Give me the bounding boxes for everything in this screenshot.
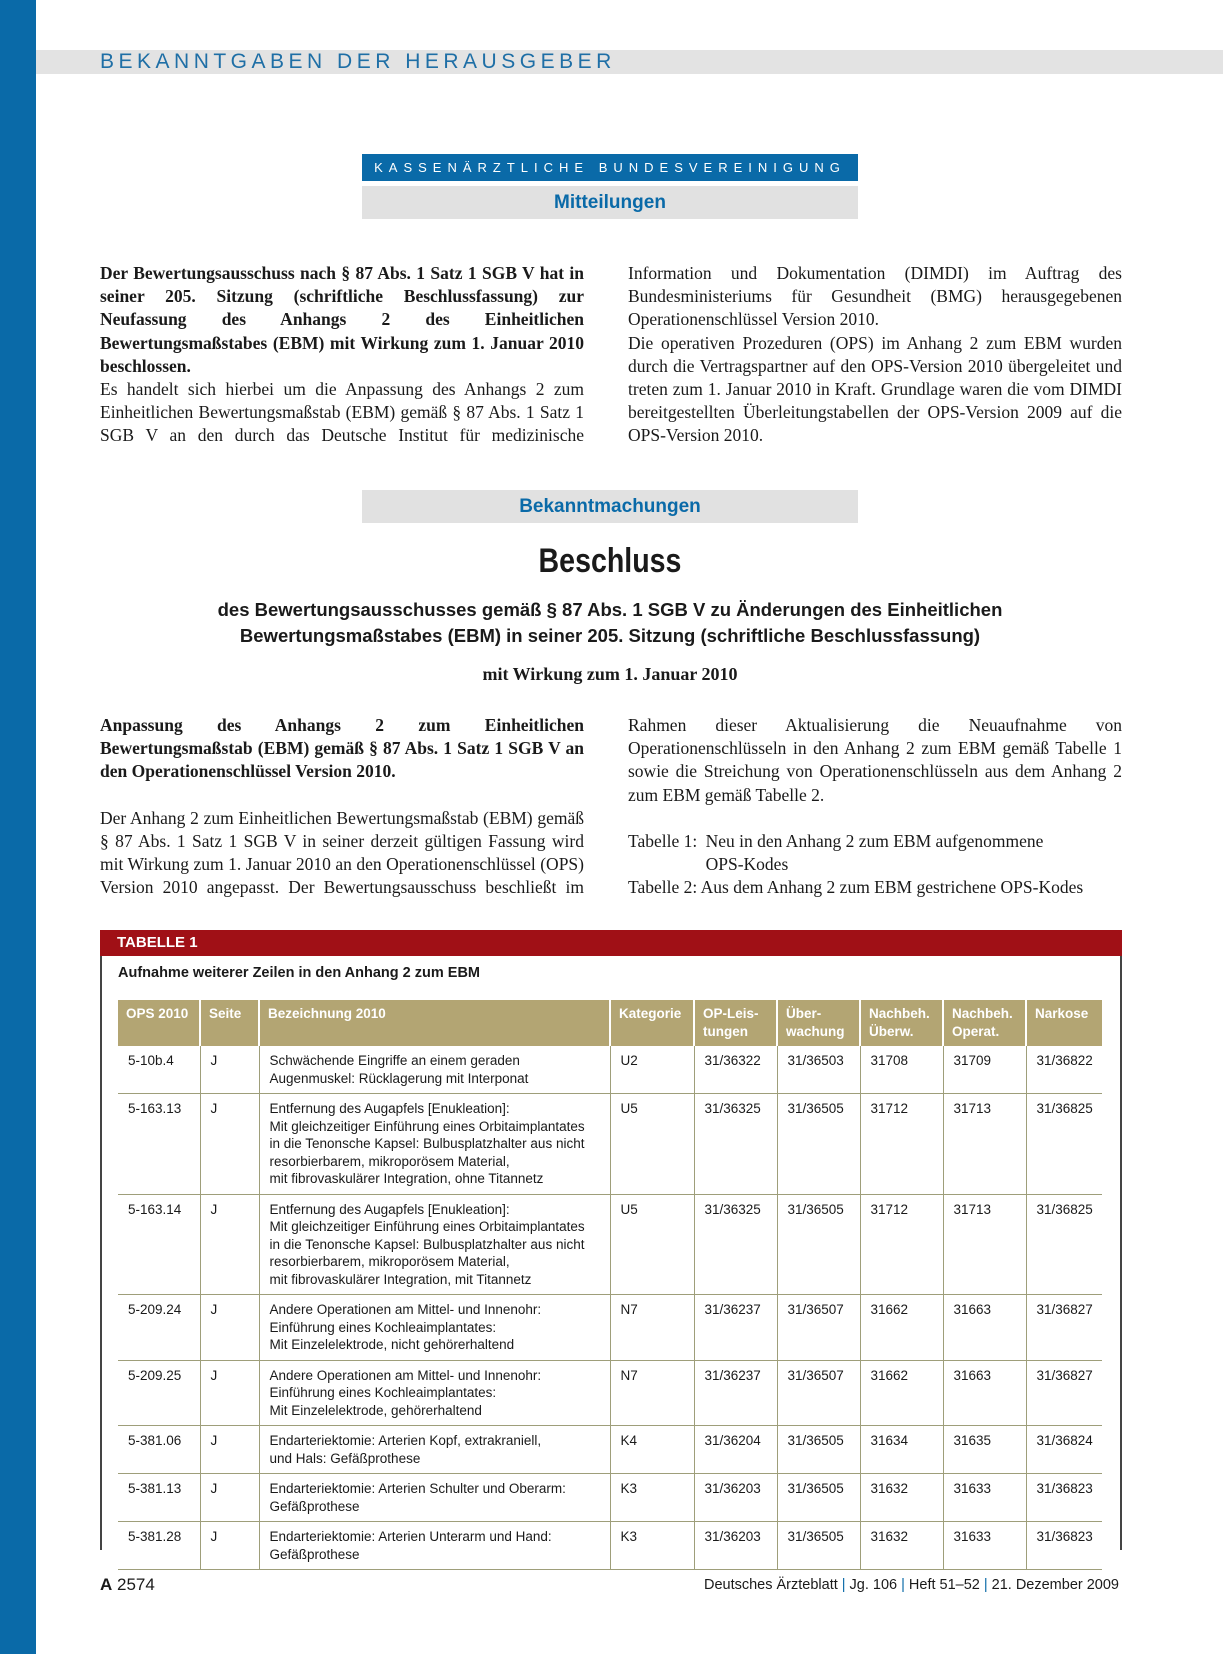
intro-right-column bbox=[628, 262, 1122, 448]
op-leistungen-cell: 31/36204 bbox=[694, 1426, 777, 1474]
table-row bbox=[118, 1094, 1102, 1195]
kategorie-cell: K3 bbox=[610, 1522, 694, 1570]
nachbeh-ueberw-cell: 31632 bbox=[860, 1474, 943, 1522]
op-leistungen-cell: 31/36325 bbox=[694, 1194, 777, 1295]
bezeichnung-cell: Entfernung des Augapfels [Enukleation]: Mit gleichzeitiger Einführung eines Orbitaimplantates in die Tenonsche Kapsel: Bulbusplatzhalter aus nicht resorbierbarem, mikroporösem Material, mit fibrovaskulärer Integration, ohne Titannetz bbox=[259, 1094, 610, 1195]
seite-cell: J bbox=[200, 1360, 259, 1426]
bezeichnung-cell: Endarteriektomie: Arterien Kopf, extrakraniell, und Hals: Gefäßprothese bbox=[259, 1426, 610, 1474]
nachbeh-ueberw-cell: 31708 bbox=[860, 1046, 943, 1094]
body-paragraph-1: Der Anhang 2 zum Einheitlichen Bewertungsmaßstab (EBM) gemäß § 87 Abs. 1 Satz 1 SGB V in seiner derzeit gültigen Fassung wird mit Wirkung zum 1. Januar 2010 an den Operationenschlüssel (OPS) Version 2010 angepasst. Der Bewertungsausschuss beschließt im bbox=[100, 807, 584, 898]
bezeichnung-cell: Endarteriektomie: Arterien Unterarm und Hand: Gefäßprothese bbox=[259, 1522, 610, 1570]
bezeichnung-cell: Andere Operationen am Mittel- und Innenohr: Einführung eines Kochleaimplantates: Mit Einzelelektrode, gehörerhaltend bbox=[259, 1360, 610, 1426]
table-reference-1-text: Neu in den Anhang 2 zum EBM aufgenommene OPS-Kodes bbox=[705, 830, 1044, 875]
ops-code-cell: 5-381.06 bbox=[118, 1426, 200, 1474]
ueberwachung-cell: 31/36507 bbox=[777, 1295, 860, 1361]
table-reference-2-label: Tabelle 2: bbox=[628, 877, 698, 898]
beschluss-subtitle-line-1: des Bewertungsausschusses gemäß § 87 Abs. 1 SGB V zu Änderungen des Einheitlichen bbox=[217, 599, 1003, 620]
nachbeh-operat-cell: 31713 bbox=[943, 1194, 1026, 1295]
narkose-cell: 31/36827 bbox=[1026, 1295, 1102, 1361]
nachbeh-ueberw-cell: 31634 bbox=[860, 1426, 943, 1474]
intro-left-column bbox=[100, 262, 584, 448]
table-title-bar: TABELLE 1 bbox=[100, 930, 1122, 956]
beschluss-effective-date: mit Wirkung zum 1. Januar 2010 bbox=[482, 664, 738, 684]
mitteilungen-heading: Mitteilungen bbox=[362, 186, 858, 219]
kategorie-cell: U2 bbox=[610, 1046, 694, 1094]
intro-paragraph-1-continued: Information und Dokumentation (DIMDI) im Auftrag des Bundesministeriums für Gesundheit (BMG) herausgegebenen Operationenschlüssel Version 2010. bbox=[628, 263, 1122, 330]
journal-issue: Heft 51–52 bbox=[908, 1577, 980, 1593]
table-reference-1-label: Tabelle 1: bbox=[628, 830, 698, 851]
body-lead: Anpassung des Anhangs 2 zum Einheitlichen Bewertungsmaßstab (EBM) gemäß § 87 Abs. 1 Satz 1 SGB V an den Operationenschlüssel Version 2010. bbox=[100, 715, 584, 782]
ueberwachung-cell: 31/36505 bbox=[777, 1522, 860, 1570]
table-header-cell: Narkose bbox=[1026, 1000, 1102, 1046]
op-leistungen-cell: 31/36237 bbox=[694, 1295, 777, 1361]
page-prefix: A bbox=[100, 1575, 113, 1594]
beschluss-subtitle-line-2: Bewertungsmaßstabes (EBM) in seiner 205. Sitzung (schriftliche Beschlussfassung) bbox=[239, 625, 981, 646]
nachbeh-operat-cell: 31713 bbox=[943, 1094, 1026, 1195]
bekanntmachungen-heading: Bekanntmachungen bbox=[362, 490, 858, 523]
intro-lead: Der Bewertungsausschuss nach § 87 Abs. 1 Satz 1 SGB V hat in seiner 205. Sitzung (schriftliche Beschlussfassung) zur Neufassung des Anhangs 2 des Einheitlichen Bewertungsmaßstabes (EBM) mit Wirkung zum 1. Januar 2010 beschlossen. bbox=[100, 263, 584, 376]
body-left-column bbox=[100, 714, 584, 899]
body-right-column bbox=[628, 714, 1122, 899]
kategorie-cell: N7 bbox=[610, 1295, 694, 1361]
table-row bbox=[118, 1046, 1102, 1094]
kategorie-cell: U5 bbox=[610, 1194, 694, 1295]
section-header: BEKANNTGABEN DER HERAUSGEBER bbox=[100, 50, 616, 73]
bezeichnung-cell: Schwächende Eingriffe an einem geraden Augenmuskel: Rücklagerung mit Interponat bbox=[259, 1046, 610, 1094]
kategorie-cell: U5 bbox=[610, 1094, 694, 1195]
op-leistungen-cell: 31/36322 bbox=[694, 1046, 777, 1094]
narkose-cell: 31/36823 bbox=[1026, 1474, 1102, 1522]
ops-code-cell: 5-381.28 bbox=[118, 1522, 200, 1570]
table-row bbox=[118, 1295, 1102, 1361]
table-header-cell: OPS 2010 bbox=[118, 1000, 200, 1046]
nachbeh-ueberw-cell: 31662 bbox=[860, 1295, 943, 1361]
ops-code-cell: 5-209.25 bbox=[118, 1360, 200, 1426]
seite-cell: J bbox=[200, 1295, 259, 1361]
seite-cell: J bbox=[200, 1194, 259, 1295]
seite-cell: J bbox=[200, 1094, 259, 1195]
body-paragraph-1-continued: Rahmen dieser Aktualisierung die Neuaufnahme von Operationenschlüsseln in den Anhang 2 zum EBM gemäß Tabelle 1 sowie die Streichung von Operationenschlüsseln aus dem Anhang 2 zum EBM gemäß Tabelle 2. bbox=[628, 715, 1122, 805]
narkose-cell: 31/36825 bbox=[1026, 1094, 1102, 1195]
bezeichnung-cell: Endarteriektomie: Arterien Schulter und Oberarm: Gefäßprothese bbox=[259, 1474, 610, 1522]
narkose-cell: 31/36825 bbox=[1026, 1194, 1102, 1295]
left-accent-bar bbox=[0, 0, 36, 1654]
table-row bbox=[118, 1360, 1102, 1426]
nachbeh-operat-cell: 31709 bbox=[943, 1046, 1026, 1094]
kbv-banner: KASSENÄRZTLICHE BUNDESVEREINIGUNG bbox=[362, 154, 858, 181]
beschluss-subtitle bbox=[180, 597, 1040, 649]
table-header-cell: Nachbeh. Operat. bbox=[943, 1000, 1026, 1046]
seite-cell: J bbox=[200, 1426, 259, 1474]
nachbeh-operat-cell: 31633 bbox=[943, 1522, 1026, 1570]
ueberwachung-cell: 31/36505 bbox=[777, 1426, 860, 1474]
table-row bbox=[118, 1522, 1102, 1570]
ueberwachung-cell: 31/36503 bbox=[777, 1046, 860, 1094]
table-header-cell: Über- wachung bbox=[777, 1000, 860, 1046]
op-leistungen-cell: 31/36203 bbox=[694, 1522, 777, 1570]
narkose-cell: 31/36827 bbox=[1026, 1360, 1102, 1426]
table-reference-1 bbox=[628, 830, 1122, 876]
journal-name: Deutsches Ärzteblatt bbox=[703, 1577, 838, 1593]
kategorie-cell: K4 bbox=[610, 1426, 694, 1474]
table-reference-2 bbox=[628, 876, 1122, 899]
beschluss-title: Beschluss bbox=[538, 542, 682, 580]
table-body bbox=[118, 1046, 1102, 1570]
table-header-cell: Seite bbox=[200, 1000, 259, 1046]
op-leistungen-cell: 31/36325 bbox=[694, 1094, 777, 1195]
narkose-cell: 31/36822 bbox=[1026, 1046, 1102, 1094]
kategorie-cell: K3 bbox=[610, 1474, 694, 1522]
table-header-cell: OP-Leis- tungen bbox=[694, 1000, 777, 1046]
journal-footer: Deutsches Ärzteblatt | Jg. 106 | Heft 51–52 | 21. Dezember 2009 bbox=[703, 1577, 1119, 1593]
seite-cell: J bbox=[200, 1522, 259, 1570]
ops-code-cell: 5-209.24 bbox=[118, 1295, 200, 1361]
table-row bbox=[118, 1426, 1102, 1474]
table-header-cell: Nachbeh. Überw. bbox=[860, 1000, 943, 1046]
nachbeh-ueberw-cell: 31662 bbox=[860, 1360, 943, 1426]
intro-paragraph-1: Es handelt sich hierbei um die Anpassung des Anhangs 2 zum Einheitlichen Bewertungsmaßstab (EBM) gemäß § 87 Abs. 1 Satz 1 SGB V an den durch das Deutsche Institut für medizinische bbox=[100, 379, 584, 446]
ops-code-cell: 5-163.14 bbox=[118, 1194, 200, 1295]
op-leistungen-cell: 31/36237 bbox=[694, 1360, 777, 1426]
nachbeh-operat-cell: 31635 bbox=[943, 1426, 1026, 1474]
ops-code-cell: 5-163.13 bbox=[118, 1094, 200, 1195]
bezeichnung-cell: Entfernung des Augapfels [Enukleation]: Mit gleichzeitiger Einführung eines Orbitaimplantates in die Tenonsche Kapsel: Bulbusplatzhalter aus nicht resorbierbarem, mikroporösem Material, mit fibrovaskulärer Integration, mit Titannetz bbox=[259, 1194, 610, 1295]
journal-date: 21. Dezember 2009 bbox=[991, 1577, 1119, 1593]
nachbeh-operat-cell: 31663 bbox=[943, 1360, 1026, 1426]
journal-volume: Jg. 106 bbox=[849, 1577, 898, 1593]
op-leistungen-cell: 31/36203 bbox=[694, 1474, 777, 1522]
seite-cell: J bbox=[200, 1046, 259, 1094]
intro-paragraph-2: Die operativen Prozeduren (OPS) im Anhang 2 zum EBM wurden durch die Vertragspartner auf den OPS-Version 2010 übergeleitet und treten zum 1. Januar 2010 in Kraft. Grundlage waren die vom DIMDI bereitgestellten Überleitungstabellen der OPS-Version 2009 auf die OPS-Version 2010. bbox=[628, 332, 1122, 446]
ueberwachung-cell: 31/36505 bbox=[777, 1094, 860, 1195]
ops-table bbox=[118, 1000, 1102, 1570]
ueberwachung-cell: 31/36505 bbox=[777, 1194, 860, 1295]
nachbeh-operat-cell: 31663 bbox=[943, 1295, 1026, 1361]
nachbeh-ueberw-cell: 31712 bbox=[860, 1194, 943, 1295]
table-header-cell: Kategorie bbox=[610, 1000, 694, 1046]
page-number bbox=[100, 1575, 155, 1595]
table-caption: Aufnahme weiterer Zeilen in den Anhang 2 zum EBM bbox=[118, 965, 481, 981]
nachbeh-ueberw-cell: 31632 bbox=[860, 1522, 943, 1570]
table-header-row bbox=[118, 1000, 1102, 1046]
ueberwachung-cell: 31/36505 bbox=[777, 1474, 860, 1522]
bezeichnung-cell: Andere Operationen am Mittel- und Innenohr: Einführung eines Kochleaimplantates: Mit Einzelelektrode, nicht gehörerhaltend bbox=[259, 1295, 610, 1361]
ops-code-cell: 5-10b.4 bbox=[118, 1046, 200, 1094]
table-header-cell: Bezeichnung 2010 bbox=[259, 1000, 610, 1046]
narkose-cell: 31/36823 bbox=[1026, 1522, 1102, 1570]
narkose-cell: 31/36824 bbox=[1026, 1426, 1102, 1474]
ueberwachung-cell: 31/36507 bbox=[777, 1360, 860, 1426]
table-row bbox=[118, 1194, 1102, 1295]
seite-cell: J bbox=[200, 1474, 259, 1522]
table-row bbox=[118, 1474, 1102, 1522]
ops-code-cell: 5-381.13 bbox=[118, 1474, 200, 1522]
table-reference-2-text: Aus dem Anhang 2 zum EBM gestrichene OPS-Kodes bbox=[700, 877, 1084, 898]
nachbeh-ueberw-cell: 31712 bbox=[860, 1094, 943, 1195]
kategorie-cell: N7 bbox=[610, 1360, 694, 1426]
page-number-value: 2574 bbox=[117, 1575, 155, 1594]
nachbeh-operat-cell: 31633 bbox=[943, 1474, 1026, 1522]
